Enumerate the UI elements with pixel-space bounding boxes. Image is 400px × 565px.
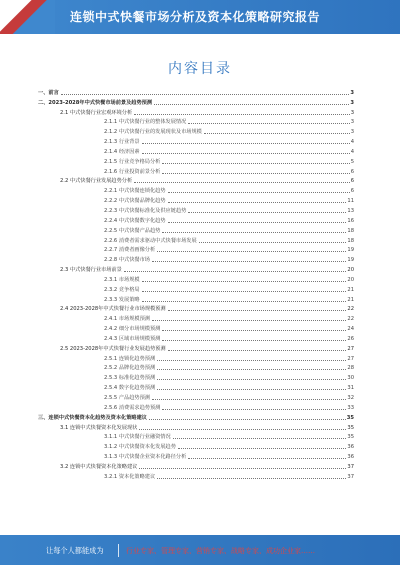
toc-entry-page: 13	[347, 207, 354, 214]
toc-leader-dots	[199, 242, 347, 243]
toc-entry-title: 3.2 连锁中式快餐资本化策略建议	[60, 463, 138, 470]
toc-entry-page: 20	[347, 267, 354, 274]
toc-entry[interactable]	[38, 283, 354, 293]
toc-entry-title: 一、前言	[38, 89, 59, 96]
toc-entry-page: 32	[347, 395, 354, 401]
toc-leader-dots	[162, 330, 346, 331]
toc-entry[interactable]	[38, 86, 354, 96]
toc-heading: 内容目录	[168, 61, 232, 77]
toc-entry-title: 2.4.2 细分市场规模预测	[104, 326, 161, 333]
toc-entry-page: 6	[350, 188, 354, 195]
toc-entry-page: 35	[347, 434, 354, 441]
toc-leader-dots	[162, 340, 346, 341]
toc-entry[interactable]	[38, 440, 354, 450]
toc-entry-title: 3.2.1 资本化策略建议	[104, 473, 156, 480]
table-of-contents	[38, 86, 354, 480]
toc-entry-page: 11	[347, 198, 354, 205]
toc-entry-page: 4	[350, 148, 354, 155]
page-header-banner	[0, 0, 400, 34]
toc-entry-page: 3	[350, 119, 354, 126]
toc-entry-page: 22	[347, 316, 354, 323]
toc-entry-page: 36	[347, 454, 354, 461]
toc-leader-dots	[188, 123, 349, 124]
toc-entry[interactable]	[38, 244, 354, 254]
toc-entry[interactable]	[38, 145, 354, 155]
toc-entry[interactable]	[38, 322, 354, 332]
toc-entry[interactable]	[38, 332, 354, 342]
toc-leader-dots	[168, 202, 347, 203]
toc-leader-dots	[61, 94, 350, 95]
toc-leader-dots	[168, 350, 347, 351]
toc-entry-page: 4	[350, 139, 354, 146]
toc-entry-title: 2.1.4 经济因素	[104, 148, 140, 155]
toc-entry-page: 3	[350, 109, 354, 116]
toc-leader-dots	[154, 104, 349, 105]
toc-leader-dots	[152, 261, 346, 262]
toc-entry-title: 2.2.7 消费者画像分析	[104, 247, 156, 254]
report-title: 连锁中式快餐市场分析及资本化策略研究报告	[70, 10, 321, 24]
toc-entry-page: 37	[347, 473, 354, 480]
toc-entry-title: 2.2.4 中式快餐数字化趋势	[104, 217, 166, 224]
toc-entry[interactable]	[38, 293, 354, 303]
toc-entry-page: 28	[347, 365, 354, 372]
toc-entry-page: 21	[347, 296, 354, 303]
toc-entry[interactable]	[38, 470, 354, 480]
toc-entry[interactable]	[38, 96, 354, 106]
toc-entry-title: 二、2023-2028年中式快餐市场前景及趋势预测	[38, 99, 153, 106]
toc-entry[interactable]	[38, 116, 354, 126]
toc-leader-dots	[134, 114, 350, 115]
toc-leader-dots	[149, 419, 346, 420]
toc-leader-dots	[134, 182, 350, 183]
toc-entry[interactable]	[38, 106, 354, 116]
toc-entry[interactable]	[38, 460, 354, 470]
toc-entry-page: 3	[350, 99, 354, 106]
toc-entry-page: 16	[347, 217, 354, 224]
toc-entry-page: 3	[350, 129, 354, 136]
toc-entry-title: 2.4.1 市场规模预测	[104, 316, 150, 323]
toc-entry-title: 2.1.5 行业竞争格局分析	[104, 158, 161, 165]
toc-entry-page: 30	[347, 375, 354, 382]
toc-leader-dots	[142, 281, 347, 282]
toc-entry-page: 35	[347, 424, 354, 431]
toc-entry[interactable]	[38, 371, 354, 381]
toc-entry[interactable]	[38, 362, 354, 372]
toc-entry[interactable]	[38, 312, 354, 322]
toc-entry-title: 2.5.6 消费需求趋势预测	[104, 404, 161, 411]
toc-entry-title: 2.3.1 市场规模	[104, 276, 140, 283]
toc-entry[interactable]	[38, 125, 354, 135]
toc-entry-title: 3.1.1 中式快餐行业融资情况	[104, 434, 171, 441]
toc-entry-page: 37	[347, 463, 354, 470]
toc-leader-dots	[139, 468, 346, 469]
toc-leader-dots	[204, 133, 350, 134]
toc-entry-title: 2.3.2 竞争格局	[104, 286, 140, 293]
toc-entry[interactable]	[38, 342, 354, 352]
toc-leader-dots	[157, 478, 346, 479]
toc-leader-dots	[168, 310, 347, 311]
toc-entry-page: 36	[347, 444, 354, 451]
toc-entry[interactable]	[38, 155, 354, 165]
toc-leader-dots	[142, 143, 350, 144]
toc-entry[interactable]	[38, 450, 354, 460]
toc-entry-title: 2.5.2 品牌化趋势预测	[104, 365, 156, 372]
toc-leader-dots	[168, 192, 350, 193]
toc-leader-dots	[168, 222, 347, 223]
toc-entry-page: 19	[347, 257, 354, 264]
toc-leader-dots	[162, 232, 346, 233]
toc-entry-page: 27	[347, 345, 354, 352]
toc-entry-page: 31	[347, 385, 354, 392]
toc-entry[interactable]	[38, 391, 354, 401]
toc-entry-title: 2.2.5 中式快餐产品趋势	[104, 227, 161, 234]
toc-leader-dots	[142, 301, 347, 302]
toc-entry[interactable]	[38, 303, 354, 313]
toc-entry[interactable]	[38, 352, 354, 362]
toc-entry-title: 2.2.2 中式快餐品牌化趋势	[104, 198, 166, 205]
footer-divider	[118, 544, 119, 557]
toc-leader-dots	[162, 409, 346, 410]
toc-entry[interactable]	[38, 253, 354, 263]
toc-entry-page: 35	[346, 414, 354, 421]
toc-entry-title: 2.4.3 区域市场规模预测	[104, 335, 161, 342]
toc-entry-title: 3.1.3 中式快餐企业资本化路径分析	[104, 454, 187, 461]
toc-leader-dots	[124, 271, 347, 272]
toc-entry-title: 2.1 中式快餐行业宏观环境分析	[60, 109, 133, 116]
toc-entry-page: 5	[350, 158, 354, 165]
toc-entry-title: 2.5 2023-2028年中式快餐行业发展趋势预测	[60, 345, 166, 352]
toc-entry-title: 2.2 中式快餐行业发展趋势分析	[60, 178, 133, 185]
toc-entry-title: 3.1.2 中式快餐资本化发展趋势	[104, 444, 176, 451]
toc-leader-dots	[152, 320, 346, 321]
toc-leader-dots	[157, 389, 346, 390]
toc-entry-page: 6	[350, 178, 354, 185]
toc-entry[interactable]	[38, 135, 354, 145]
toc-entry-page: 19	[347, 247, 354, 254]
toc-entry-title: 2.1.3 行业背景	[104, 139, 140, 146]
toc-entry-title: 2.2.6 消费者需求驱动中式快餐市场发展	[104, 237, 197, 244]
toc-entry-page: 24	[347, 326, 354, 333]
toc-entry[interactable]	[38, 431, 354, 441]
header-decoration	[0, 0, 55, 34]
toc-entry-title: 2.3 中式快餐行业市场前景	[60, 267, 122, 274]
toc-entry-page: 18	[347, 237, 354, 244]
toc-entry[interactable]	[38, 263, 354, 273]
toc-entry-page: 21	[347, 286, 354, 293]
toc-entry-title: 2.4 2023-2028年中式快餐行业市场规模预测	[60, 306, 166, 313]
toc-entry-page: 22	[347, 306, 354, 313]
toc-entry-title: 2.2.3 中式快餐标准化及供应链趋势	[104, 207, 187, 214]
toc-entry-title: 2.3.3 发展策略	[104, 296, 140, 303]
toc-entry-page: 3	[350, 89, 354, 96]
toc-leader-dots	[142, 291, 347, 292]
toc-entry-title: 2.1.1 中式快餐行业的整体发展情况	[104, 119, 187, 126]
toc-entry[interactable]	[38, 411, 354, 421]
toc-leader-dots	[188, 212, 346, 213]
toc-entry[interactable]	[38, 401, 354, 411]
toc-entry[interactable]	[38, 204, 354, 214]
toc-entry-page: 27	[347, 355, 354, 362]
toc-entry-title: 3.1 连锁中式快餐资本化发展现状	[60, 424, 138, 431]
toc-entry-title: 2.5.3 标准化趋势预测	[104, 375, 156, 382]
toc-leader-dots	[157, 360, 346, 361]
page-footer-banner	[0, 535, 400, 565]
toc-entry[interactable]	[38, 273, 354, 283]
toc-entry-page: 33	[347, 404, 354, 411]
toc-leader-dots	[188, 458, 346, 459]
toc-entry[interactable]	[38, 184, 354, 194]
footer-roles: 行业专家、管理专家、营销专家、战略专家、成功企业家……	[126, 547, 315, 555]
toc-entry[interactable]	[38, 175, 354, 185]
toc-entry[interactable]	[38, 194, 354, 204]
toc-entry-title: 2.1.2 中式快餐行业的发展现状及市场规模	[104, 129, 202, 136]
toc-entry[interactable]	[38, 165, 354, 175]
toc-entry-page: 6	[350, 168, 354, 175]
toc-entry-title: 2.2.8 中式快餐市场	[104, 257, 150, 264]
toc-leader-dots	[157, 251, 346, 252]
toc-entry[interactable]	[38, 234, 354, 244]
toc-leader-dots	[142, 153, 350, 154]
toc-entry[interactable]	[38, 381, 354, 391]
toc-leader-dots	[157, 379, 346, 380]
toc-leader-dots	[152, 399, 346, 400]
toc-entry-title: 2.5.5 产品趋势预测	[104, 395, 150, 401]
toc-leader-dots	[178, 448, 346, 449]
toc-leader-dots	[139, 429, 346, 430]
toc-entry[interactable]	[38, 421, 354, 431]
toc-entry[interactable]	[38, 214, 354, 224]
toc-leader-dots	[162, 173, 349, 174]
toc-entry-page: 26	[347, 335, 354, 342]
toc-leader-dots	[157, 369, 346, 370]
toc-leader-dots	[162, 163, 349, 164]
toc-entry-page: 20	[347, 276, 354, 283]
toc-entry-title: 2.1.6 行业投资前景分析	[104, 168, 161, 175]
toc-leader-dots	[173, 438, 347, 439]
footer-slogan: 让每个人都能成为	[46, 546, 104, 555]
toc-entry-title: 三、连锁中式快餐资本化趋势及资本化策略建议	[38, 414, 147, 421]
toc-entry-title: 2.2.1 中式快餐连锁化趋势	[104, 188, 166, 195]
toc-entry[interactable]	[38, 224, 354, 234]
toc-entry-title: 2.5.4 数字化趋势预测	[104, 385, 156, 392]
toc-entry-title: 2.5.1 连锁化趋势预测	[104, 355, 156, 362]
toc-entry-page: 18	[347, 227, 354, 234]
